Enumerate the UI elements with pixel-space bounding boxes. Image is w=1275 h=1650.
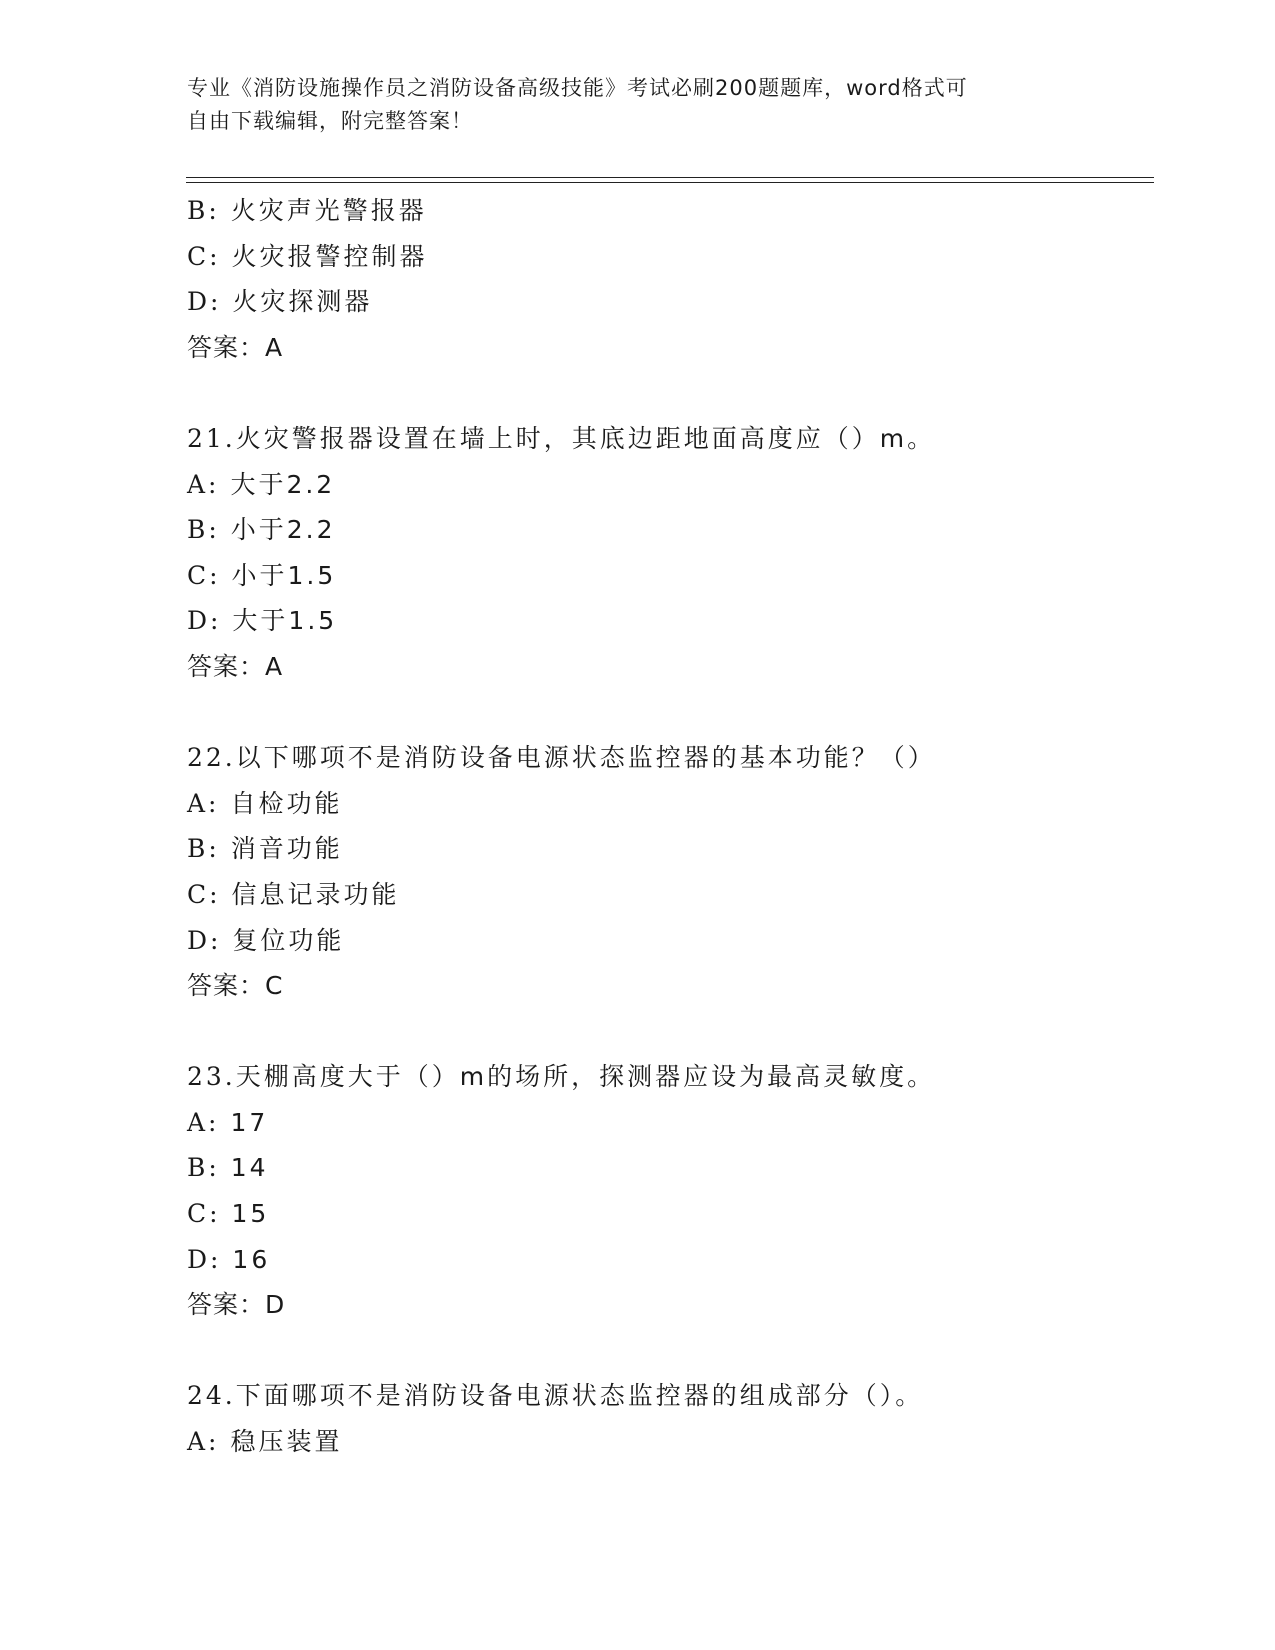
option-b: B: 火灾声光警报器 xyxy=(187,196,427,225)
question-stem: 21.火灾警报器设置在墙上时，其底边距地面高度应（）m。 xyxy=(187,423,936,453)
question-20-continued xyxy=(187,188,1147,370)
question-list xyxy=(187,188,1147,1465)
question-24 xyxy=(187,1373,1147,1464)
option-d: D: 复位功能 xyxy=(187,925,345,955)
option-b: B: 14 xyxy=(187,1153,269,1183)
option-c: C: 火灾报警控制器 xyxy=(187,241,428,271)
option-a: A: 17 xyxy=(187,1107,269,1137)
header-divider-bottom xyxy=(186,182,1154,183)
question-21 xyxy=(187,416,1147,690)
answer: 答案：C xyxy=(187,971,284,1001)
header-line-1: 专业《消防设施操作员之消防设备高级技能》考试必刷200题题库，word格式可 xyxy=(187,76,968,100)
option-c: C: 小于1.5 xyxy=(187,560,337,590)
answer: 答案：A xyxy=(187,651,284,681)
spacer xyxy=(187,1009,1147,1055)
header-divider-top xyxy=(186,177,1154,178)
option-a: A: 自检功能 xyxy=(187,788,343,818)
spacer xyxy=(187,690,1147,736)
option-c: C: 15 xyxy=(187,1199,270,1229)
question-stem: 23.天棚高度大于（）m的场所，探测器应设为最高灵敏度。 xyxy=(187,1062,936,1092)
question-stem: 22.以下哪项不是消防设备电源状态监控器的基本功能？（） xyxy=(187,743,936,773)
question-stem: 24.下面哪项不是消防设备电源状态监控器的组成部分（）。 xyxy=(187,1381,924,1411)
option-a: A: 大于2.2 xyxy=(187,469,336,499)
question-23 xyxy=(187,1054,1147,1328)
answer: 答案：D xyxy=(187,1290,286,1320)
option-a: A: 稳压装置 xyxy=(187,1427,343,1457)
answer: 答案：A xyxy=(187,332,284,362)
spacer xyxy=(187,1328,1147,1374)
document-header xyxy=(187,72,1087,138)
question-22 xyxy=(187,735,1147,1009)
option-d: D: 火灾探测器 xyxy=(187,287,373,317)
option-c: C: 信息记录功能 xyxy=(187,879,400,909)
option-b: B: 消音功能 xyxy=(187,834,343,864)
option-d: D: 16 xyxy=(187,1244,271,1274)
option-d: D: 大于1.5 xyxy=(187,606,338,636)
option-b: B: 小于2.2 xyxy=(187,515,336,545)
spacer xyxy=(187,370,1147,416)
header-line-2: 自由下载编辑，附完整答案！ xyxy=(187,109,473,133)
